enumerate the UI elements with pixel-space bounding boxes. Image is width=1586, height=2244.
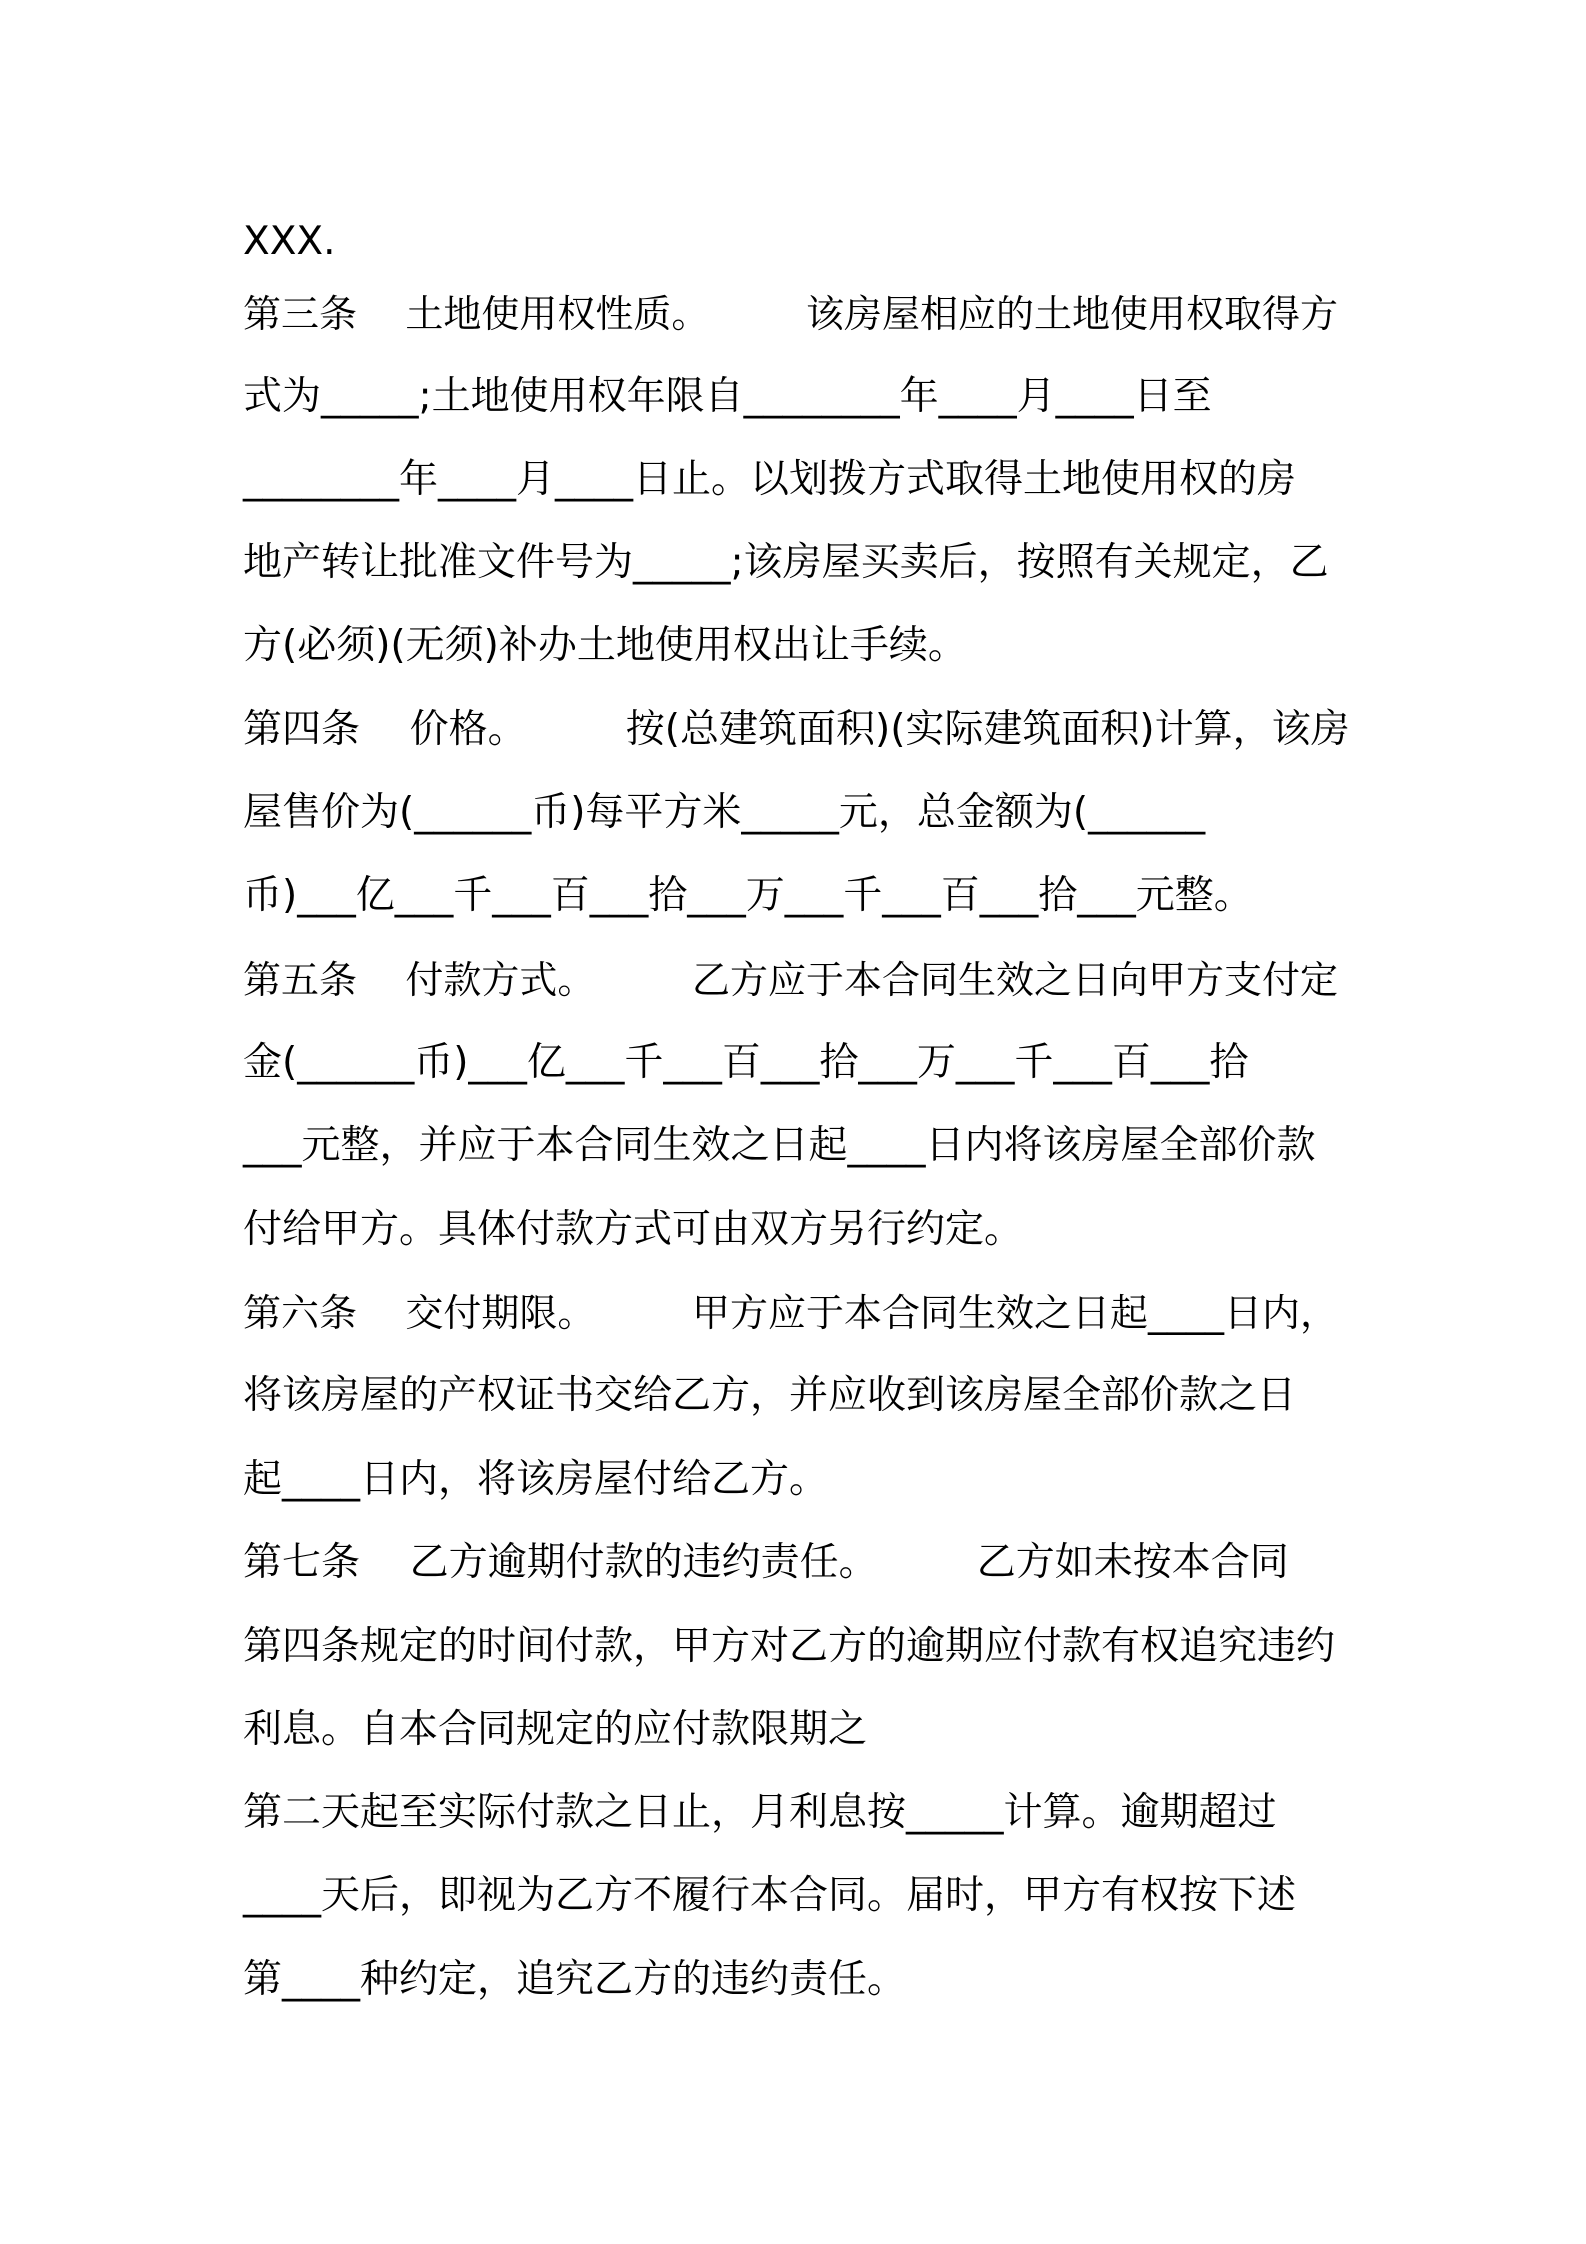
text-line: 币)___亿___千___百___拾___万___千___百___拾___元整。 <box>243 873 1253 918</box>
text-line: ________年____月____日止。以划拨方式取得土地使用权的房 <box>243 457 1297 502</box>
text-line: 将该房屋的产权证书交给乙方，并应收到该房屋全部价款之日 <box>243 1373 1297 1418</box>
article-7-heading-line: 第七条 乙方逾期付款的违约责任。 乙方如未按本合同 <box>243 1540 1289 1585</box>
article-4-heading-line: 第四条 价格。 按(总建筑面积)(实际建筑面积)计算，该房 <box>243 707 1350 752</box>
text-line: 付给甲方。具体付款方式可由双方另行约定。 <box>243 1207 1024 1252</box>
article-6-heading-line: 第六条 交付期限。 甲方应于本合同生效之日起____日内， <box>243 1291 1338 1335</box>
text-line: 利息。自本合同规定的应付款限期之 <box>243 1707 868 1752</box>
text-line: 方(必须)(无须)补办土地使用权出让手续。 <box>243 623 967 668</box>
text-line: 式为_____;土地使用权年限自________年____月____日至 <box>243 374 1212 419</box>
text-line: 第____种约定，追究乙方的违约责任。 <box>243 1957 907 2002</box>
text-line: 起____日内，将该房屋付给乙方。 <box>243 1457 829 1502</box>
text-line: XXX. <box>243 219 336 264</box>
text-line: ____天后，即视为乙方不履行本合同。届时，甲方有权按下述 <box>243 1873 1297 1918</box>
text-line: 屋售价为(______币)每平方米_____元，总金额为(______ <box>243 790 1206 835</box>
text-line: 地产转让批准文件号为_____;该房屋买卖后，按照有关规定，乙 <box>243 540 1329 585</box>
article-3-heading-line: 第三条 土地使用权性质。 该房屋相应的土地使用权取得方 <box>243 292 1338 336</box>
text-line: 第四条规定的时间付款，甲方对乙方的逾期应付款有权追究违约 <box>243 1624 1336 1669</box>
text-line: 金(______币)___亿___千___百___拾___万___千___百___拾 <box>243 1040 1249 1085</box>
text-line: 第二天起至实际付款之日止，月利息按_____计算。逾期超过 <box>243 1790 1277 1835</box>
text-line: ___元整，并应于本合同生效之日起____日内将该房屋全部价款 <box>243 1123 1316 1168</box>
article-5-heading-line: 第五条 付款方式。 乙方应于本合同生效之日向甲方支付定 <box>243 958 1338 1002</box>
